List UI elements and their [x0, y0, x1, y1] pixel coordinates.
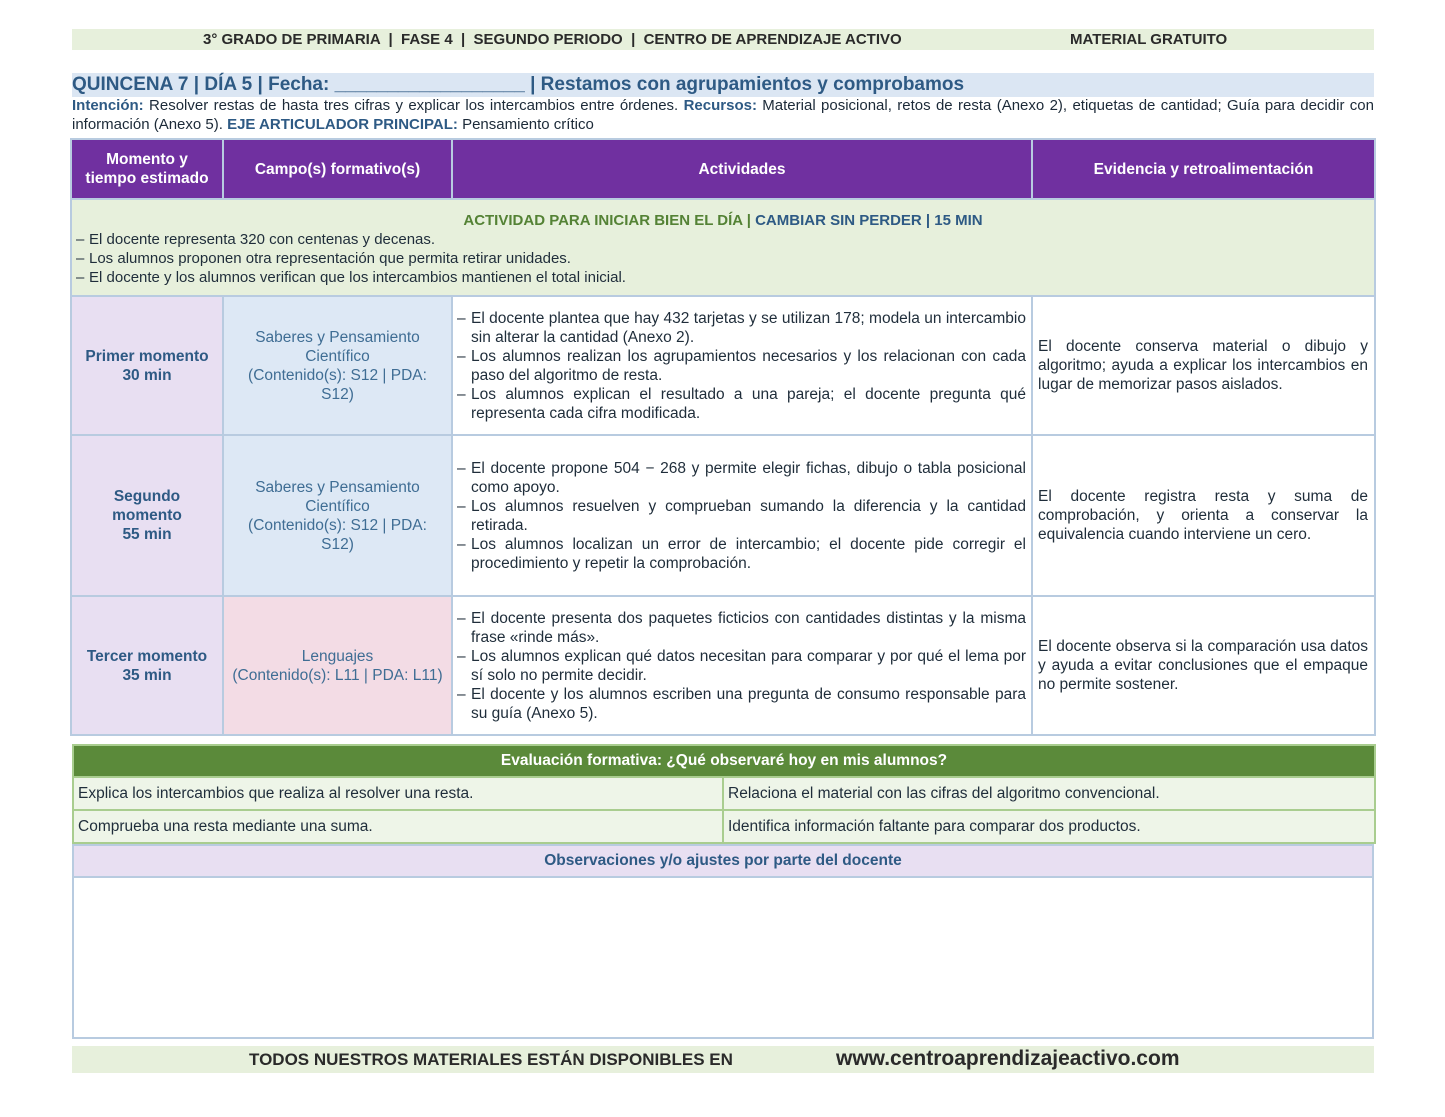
- footer-text: TODOS NUESTROS MATERIALES ESTÁN DISPONIBLES EN: [249, 1050, 733, 1069]
- evidence-cell: El docente observa si la comparación usa datos y ayuda a evitar conclusiones que el empaque no permite sostener.: [1032, 596, 1375, 735]
- moment-time: 35 min: [122, 666, 172, 684]
- evaluation-table: [72, 744, 1376, 844]
- moment-name: Segundo momento: [112, 488, 182, 524]
- header-info: 3° GRADO DE PRIMARIA | FASE 4 | SEGUNDO PERIODO | CENTRO DE APRENDIZAJE ACTIVO: [203, 31, 902, 48]
- table-row: [71, 596, 1375, 735]
- start-title-green: ACTIVIDAD PARA INICIAR BIEN EL DÍA |: [463, 212, 756, 229]
- table-row: [71, 435, 1375, 596]
- table-header-row: [71, 139, 1375, 199]
- axis-label: EJE ARTICULADOR PRINCIPAL:: [227, 116, 458, 133]
- list-item: – El docente plantea que hay 432 tarjetas y se utilizan 178; modela un intercambio sin alterar la cantidad (Anexo 2).: [457, 309, 1026, 346]
- page-title: QUINCENA 7 | DÍA 5 | Fecha: __________________ | Restamos con agrupamientos y comprobamos: [72, 73, 1374, 97]
- footer-bar: [72, 1046, 1374, 1073]
- list-item: – Los alumnos resuelven y comprueban sumando la diferencia y la cantidad retirada.: [457, 497, 1026, 534]
- resources-text: Material posicional, retos de resta (Anexo 2), etiquetas de cantidad; Guía para decidir con información (Anexo 5).: [72, 97, 1374, 133]
- observations-input-area[interactable]: [73, 877, 1373, 1038]
- evaluation-item: Relaciona el material con las cifras del algoritmo convencional.: [723, 777, 1375, 810]
- moment-name: Primer momento: [85, 347, 209, 365]
- campo-detail: (Contenido(s): S12 | PDA: S12): [248, 366, 427, 403]
- activities-cell: [452, 435, 1032, 596]
- list-item: – El docente y los alumnos verifican que los intercambios mantienen el total inicial.: [76, 269, 626, 286]
- campo-cell: [223, 435, 452, 596]
- footer-link[interactable]: www.centroaprendizajeactivo.com: [836, 1047, 1180, 1070]
- moment-time: 55 min: [122, 526, 172, 543]
- activities-cell: [452, 296, 1032, 435]
- evidence-cell: El docente registra resta y suma de comprobación, y orienta a conservar la equivalencia cuando interviene un cero.: [1032, 435, 1375, 596]
- moment-cell: [71, 296, 223, 435]
- list-item: – Los alumnos explican el resultado a una pareja; el docente pregunta qué representa cada cifra modificada.: [457, 385, 1026, 422]
- evidence-cell: El docente conserva material o dibujo y algoritmo; ayuda a explicar los intercambios en lugar de memorizar pasos aislados.: [1032, 296, 1375, 435]
- observations-title: Observaciones y/o ajustes por parte del docente: [73, 845, 1373, 877]
- header-campo: Campo(s) formativo(s): [223, 139, 452, 199]
- evaluation-item: Identifica información faltante para comparar dos productos.: [723, 810, 1375, 843]
- list-item: – Los alumnos localizan un error de intercambio; el docente pide corregir el procedimiento y repetir la comprobación.: [457, 535, 1026, 572]
- moment-cell: [71, 435, 223, 596]
- axis-text: Pensamiento crítico: [457, 116, 594, 133]
- campo-cell: [223, 596, 452, 735]
- intent-label: Intención:: [72, 97, 144, 114]
- evaluation-item: Comprueba una resta mediante una suma.: [73, 810, 723, 843]
- resources-label: Recursos:: [683, 97, 757, 114]
- header-evidence: Evidencia y retroalimentación: [1032, 139, 1375, 199]
- activities-cell: [452, 596, 1032, 735]
- campo-detail: (Contenido(s): S12 | PDA: S12): [248, 516, 427, 553]
- evaluation-item: Explica los intercambios que realiza al resolver una resta.: [73, 777, 723, 810]
- list-item: – El docente y los alumnos escriben una pregunta de consumo responsable para su guía (Anexo 5).: [457, 685, 1026, 722]
- header-activities: Actividades: [452, 139, 1032, 199]
- start-title-blue: CAMBIAR SIN PERDER | 15 MIN: [755, 212, 983, 229]
- moment-name: Tercer momento: [86, 647, 208, 665]
- campo-name: Saberes y Pensamiento Científico: [255, 478, 420, 515]
- list-item: – Los alumnos proponen otra representación que permita retirar unidades.: [76, 250, 571, 267]
- campo-name: Lenguajes: [301, 647, 374, 665]
- start-activity-cell: [71, 199, 1375, 296]
- start-activity-row: [71, 199, 1375, 296]
- moment-time: 30 min: [122, 366, 172, 384]
- table-row: [71, 296, 1375, 435]
- list-item: – Los alumnos realizan los agrupamientos necesarios y los relacionan con cada paso del algoritmo de resta.: [457, 347, 1026, 384]
- evaluation-title: Evaluación formativa: ¿Qué observaré hoy en mis alumnos?: [73, 745, 1375, 777]
- campo-name: Saberes y Pensamiento Científico: [255, 328, 420, 365]
- start-activity-title: [76, 211, 1370, 230]
- intent-paragraph: [72, 96, 1374, 134]
- campo-cell: [223, 296, 452, 435]
- header-moment: Momento y tiempo estimado: [71, 139, 223, 199]
- observations-table: [72, 844, 1374, 1039]
- intent-text: Resolver restas de hasta tres cifras y explicar los intercambios entre órdenes.: [143, 97, 684, 114]
- header-bar: [72, 29, 1374, 50]
- moment-cell: [71, 596, 223, 735]
- list-item: – El docente propone 504 − 268 y permite elegir fichas, dibujo o tabla posicional como apoyo.: [457, 459, 1026, 496]
- header-free-material: MATERIAL GRATUITO: [1070, 31, 1228, 48]
- campo-detail: (Contenido(s): L11 | PDA: L11): [232, 666, 443, 684]
- list-item: – El docente representa 320 con centenas y decenas.: [76, 231, 436, 248]
- list-item: – Los alumnos explican qué datos necesitan para comparar y por qué el lema por sí solo no permite decidir.: [457, 647, 1026, 684]
- lesson-plan-table: [70, 138, 1376, 736]
- list-item: – El docente presenta dos paquetes ficticios con cantidades distintas y la misma frase «rinde más».: [457, 609, 1026, 646]
